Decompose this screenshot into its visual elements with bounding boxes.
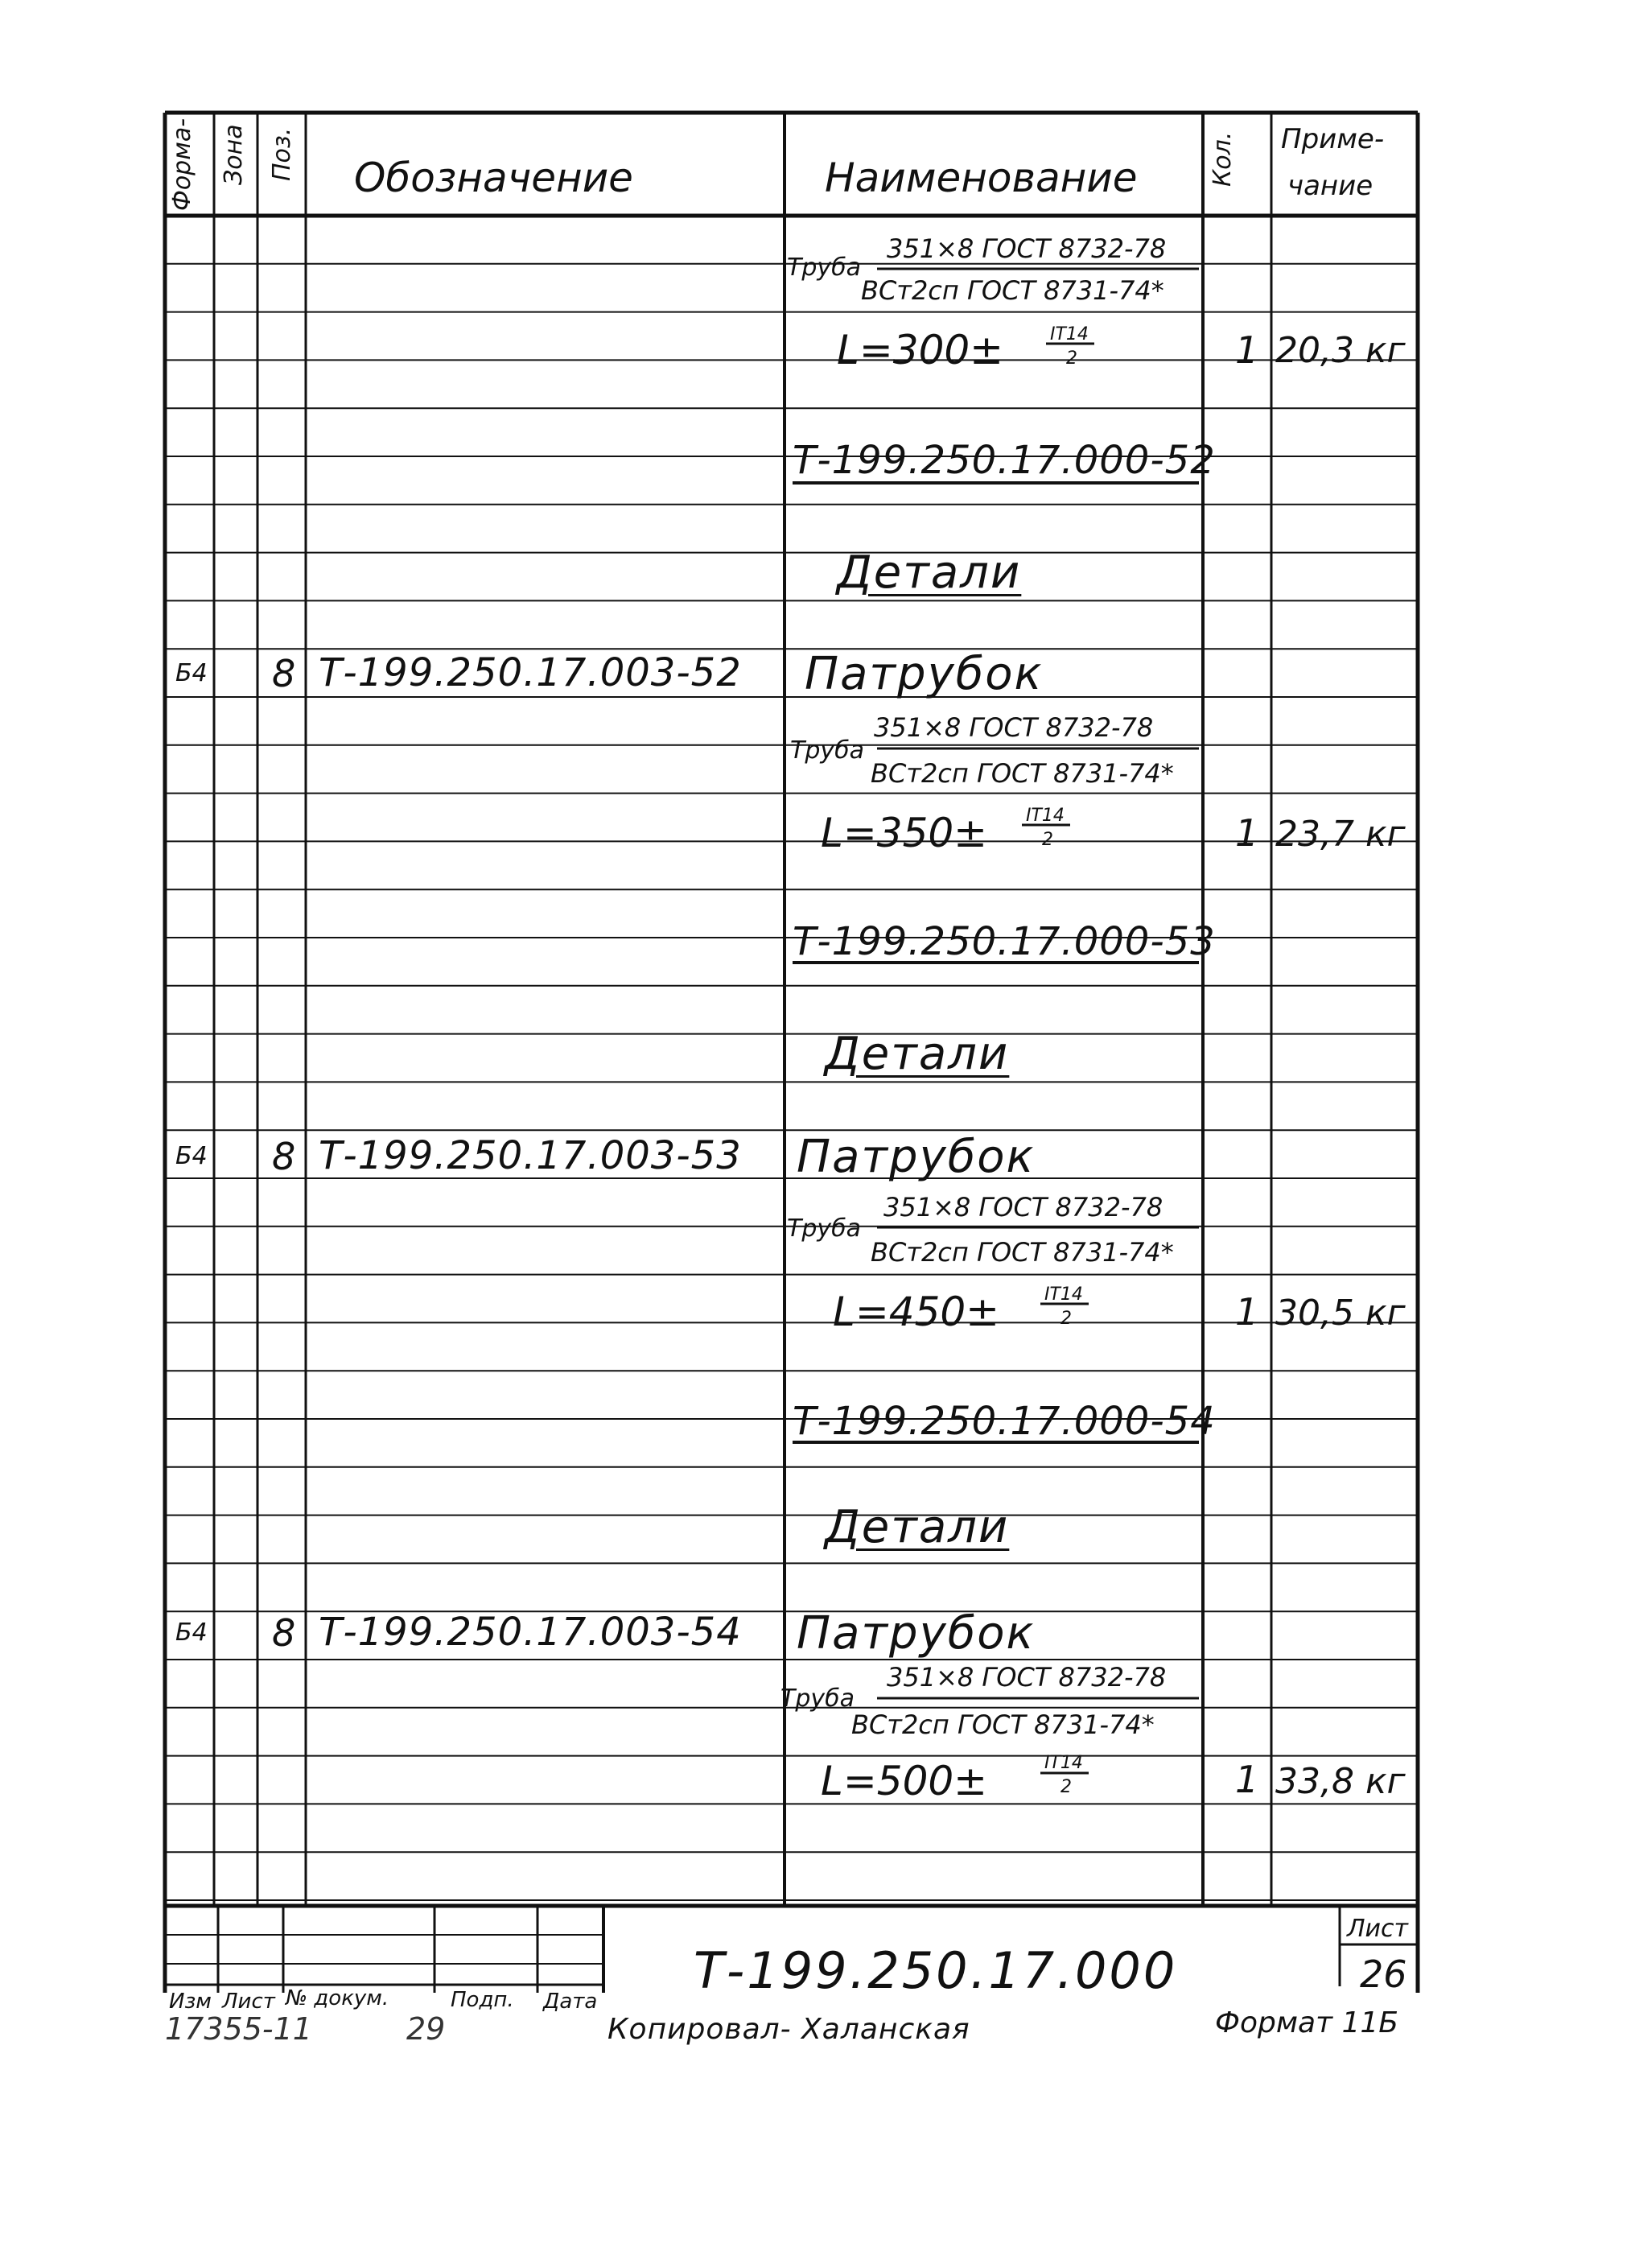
section-title: Детали	[825, 1501, 1010, 1553]
pipe-label: Труба	[787, 254, 862, 282]
quantity: 1	[1235, 1758, 1259, 1801]
tolerance-top: IT14	[1026, 806, 1065, 826]
pipe-material: ВСт2сп ГОСТ 8731-74*	[871, 758, 1174, 789]
position-cell: 8	[272, 1135, 296, 1178]
pipe-size: 351×8 ГОСТ 8732-78	[883, 1192, 1163, 1223]
assembly-designation: Т-199.250.17.000-52	[793, 438, 1216, 483]
header-format: Форма-	[168, 118, 196, 211]
length: L=300±	[837, 327, 1004, 373]
part-name: Патрубок	[797, 1131, 1036, 1183]
paper-format: Формат 11Б	[1215, 2006, 1399, 2039]
mass-note: 20,3 кг	[1275, 330, 1406, 371]
tolerance-bottom: 2	[1060, 1777, 1072, 1797]
designation-cell: Т-199.250.17.003-52	[319, 650, 742, 695]
section-title: Детали	[837, 546, 1022, 599]
header-qty: Кол.	[1209, 131, 1237, 187]
col-sheet: Лист	[222, 1990, 275, 2014]
position-cell: 8	[272, 1611, 296, 1655]
length: L=500±	[821, 1758, 988, 1804]
page-number: 29	[406, 2011, 446, 2047]
header-note-line2: чание	[1287, 170, 1373, 202]
designation-cell: Т-199.250.17.003-54	[319, 1610, 742, 1655]
format-cell: Б4	[175, 659, 208, 687]
length: L=450±	[833, 1289, 1000, 1335]
pipe-label: Труба	[790, 736, 865, 765]
mass-note: 30,5 кг	[1275, 1293, 1406, 1334]
sheet-number: 26	[1360, 1953, 1407, 1996]
pipe-label: Труба	[787, 1214, 862, 1243]
copied-by: Копировал- Халанская	[607, 2013, 970, 2046]
assembly-designation: Т-199.250.17.000-54	[793, 1399, 1216, 1444]
col-sign: Подп.	[451, 1988, 514, 2012]
format-cell: Б4	[175, 1142, 208, 1170]
tolerance-top: IT14	[1050, 324, 1089, 344]
pipe-size: 351×8 ГОСТ 8732-78	[887, 1662, 1167, 1693]
pipe-material: ВСт2сп ГОСТ 8731-74*	[871, 1237, 1174, 1268]
tolerance-bottom: 2	[1066, 348, 1077, 369]
tolerance-top: IT14	[1044, 1285, 1083, 1305]
section-title: Детали	[825, 1028, 1010, 1080]
pipe-material: ВСт2сп ГОСТ 8731-74*	[861, 275, 1164, 306]
pipe-material: ВСт2сп ГОСТ 8731-74*	[851, 1709, 1155, 1740]
pipe-label: Труба	[780, 1685, 855, 1713]
tolerance-bottom: 2	[1060, 1309, 1072, 1329]
position-cell: 8	[272, 652, 296, 695]
pipe-size: 351×8 ГОСТ 8732-78	[874, 712, 1154, 743]
part-name: Патрубок	[797, 1607, 1036, 1660]
col-change: Изм	[169, 1990, 212, 2014]
quantity: 1	[1235, 1290, 1259, 1334]
assembly-designation: Т-199.250.17.000-53	[793, 919, 1216, 964]
pipe-size: 351×8 ГОСТ 8732-78	[887, 233, 1167, 264]
length: L=350±	[821, 810, 988, 856]
mass-note: 23,7 кг	[1275, 814, 1406, 855]
header-note-line1: Приме-	[1281, 123, 1385, 155]
col-date: Дата	[543, 1990, 598, 2014]
tolerance-top: IT14	[1044, 1753, 1083, 1773]
header-designation: Обозначение	[354, 155, 633, 201]
header-name: Наименование	[825, 155, 1138, 201]
inventory-number: 17355-11	[165, 2011, 312, 2047]
header-pos: Поз.	[268, 127, 296, 181]
header-zone: Зона	[220, 124, 248, 185]
tolerance-bottom: 2	[1042, 830, 1053, 850]
document-number: Т-199.250.17.000	[694, 1941, 1178, 2000]
mass-note: 33,8 кг	[1275, 1761, 1406, 1802]
part-name: Патрубок	[805, 648, 1044, 700]
col-doc: № докум.	[286, 1986, 389, 2010]
format-cell: Б4	[175, 1619, 208, 1647]
designation-cell: Т-199.250.17.003-53	[319, 1133, 742, 1178]
sheet-label: Лист	[1347, 1915, 1409, 1943]
quantity: 1	[1235, 811, 1259, 855]
quantity: 1	[1235, 328, 1259, 372]
